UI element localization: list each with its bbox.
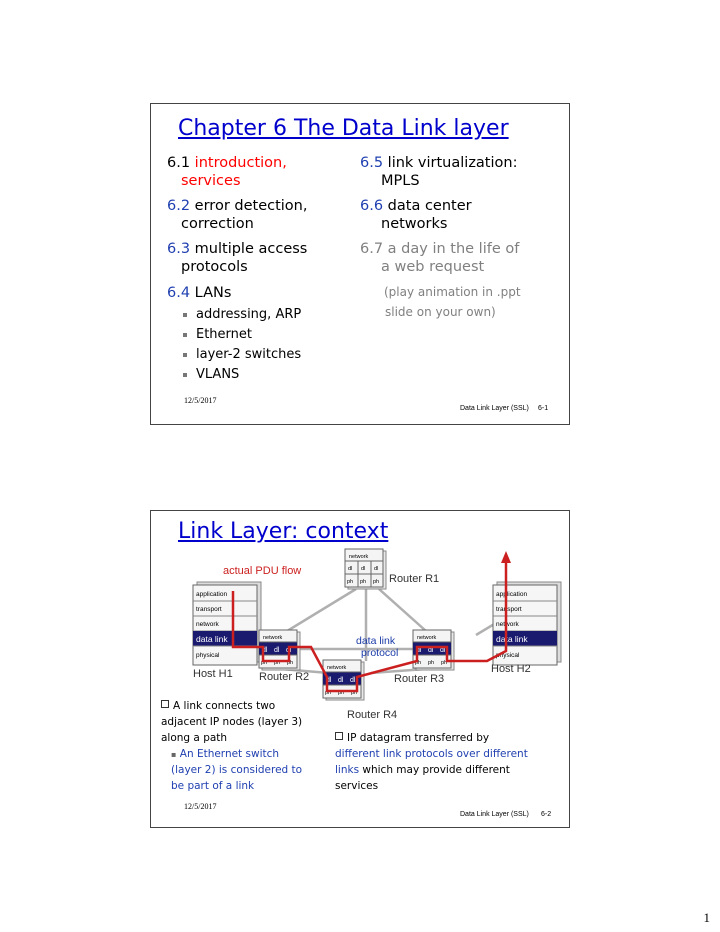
- link-layer-diagram: [151, 511, 569, 721]
- dl-protocol-label-1: data link: [356, 635, 396, 647]
- router-r3-label: Router R3: [394, 673, 445, 685]
- r3-dl-label: dl: [428, 647, 434, 654]
- point-1-line-1: A link connects two: [161, 698, 275, 714]
- point-2-line-3: links which may provide different: [335, 764, 510, 776]
- animation-note-2: slide on your own): [385, 305, 496, 319]
- r1-dl-label: dl: [361, 566, 366, 572]
- r4-dl-label: dl: [350, 677, 356, 684]
- toc-item-6-7: 6.7 a day in the life of: [360, 241, 520, 257]
- toc-item-6-3: 6.3 multiple access: [167, 241, 308, 257]
- slide-2-date: 12/5/2017: [184, 802, 217, 811]
- r4-ph-label: ph: [338, 690, 345, 696]
- router-r4-label: Router R4: [347, 709, 398, 721]
- toc-item-6-2: 6.2 error detection,: [167, 198, 308, 214]
- slide-1: [150, 103, 570, 425]
- r2-ph-label: ph: [274, 660, 281, 666]
- toc-item-6-5: 6.5 link virtualization:: [360, 155, 518, 171]
- slide-2-footer: Data Link Layer (SSL): [460, 811, 529, 818]
- r1-dl-label: dl: [348, 566, 353, 572]
- toc-item-6-7-cont: a web request: [381, 259, 485, 275]
- animation-note-1: (play animation in .ppt: [384, 285, 521, 299]
- host-h2: [491, 582, 561, 675]
- h1-transport-label: transport: [196, 606, 222, 613]
- slide-2-title: Link Layer: context: [178, 519, 389, 544]
- toc-item-6-2-cont: correction: [181, 216, 254, 232]
- r3-network-label: network: [417, 635, 437, 641]
- r4-dl-label: dl: [338, 677, 344, 684]
- sub-point-line-3: be part of a link: [171, 780, 255, 792]
- r3-ph-label: ph: [441, 660, 448, 666]
- h2-transport-label: transport: [496, 606, 522, 613]
- router-r1: [345, 549, 439, 589]
- toc-item-6-5-cont: MPLS: [381, 173, 420, 189]
- router-r1-label: Router R1: [389, 573, 440, 585]
- r2-ph-label: ph: [287, 660, 294, 666]
- r1-ph-label: ph: [360, 579, 367, 585]
- point-2-line-4: services: [335, 780, 379, 792]
- r2-dl-label: dl: [262, 647, 268, 654]
- router-r2: [259, 630, 309, 683]
- r2-ph-label: ph: [261, 660, 268, 666]
- slide-1-footer: Data Link Layer (SSL): [460, 405, 529, 412]
- sub-point-line-2: (layer 2) is considered to: [171, 764, 303, 776]
- pdu-flow-label: actual PDU flow: [223, 565, 302, 577]
- slide-2: [150, 510, 570, 828]
- r3-dl-label: dl: [416, 647, 422, 654]
- bullet-addressing: addressing, ARP: [196, 307, 302, 322]
- sub-point-line-1: ▪ An Ethernet switch: [171, 748, 280, 760]
- r1-network-label: network: [349, 554, 369, 560]
- toc-item-6-6-cont: networks: [381, 216, 448, 232]
- toc-item-6-6: 6.6 data center: [360, 198, 472, 214]
- router-r3: [394, 630, 454, 685]
- bullet-icon: [183, 373, 187, 377]
- r4-dl-label: dl: [326, 677, 332, 684]
- bullet-vlans: VLANS: [196, 367, 240, 382]
- point-1-line-3: along a path: [161, 732, 228, 744]
- checkbox-bullet-icon: [161, 700, 169, 708]
- toc-item-6-1: 6.1 introduction,: [167, 155, 287, 171]
- r1-ph-label: ph: [373, 579, 380, 585]
- slide-1-date: 12/5/2017: [184, 396, 217, 405]
- dl-protocol-label-2: protocol: [361, 647, 399, 659]
- point-2-line-2: different link protocols over different: [335, 748, 528, 760]
- h2-application-label: application: [496, 591, 528, 598]
- slide-1-title: Chapter 6 The Data Link layer: [178, 116, 509, 141]
- h1-network-label: network: [196, 621, 219, 628]
- router-r2-label: Router R2: [259, 671, 310, 683]
- host-h1-label: Host H1: [193, 668, 233, 680]
- bullet-icon: [183, 353, 187, 357]
- host-h2-label: Host H2: [491, 663, 531, 675]
- r2-network-label: network: [263, 635, 283, 641]
- bullet-icon: [183, 313, 187, 317]
- r2-dl-label: dl: [286, 647, 292, 654]
- toc-item-6-1-cont: services: [181, 173, 241, 189]
- r4-network-label: network: [327, 665, 347, 671]
- bullet-switches: layer-2 switches: [196, 347, 302, 362]
- checkbox-bullet-icon: [335, 732, 343, 740]
- h1-datalink-label: data link: [196, 634, 228, 644]
- toc-item-6-4: 6.4 LANs: [167, 285, 232, 301]
- r4-ph-label: ph: [325, 690, 332, 696]
- pdu-flow-arrow-icon: [501, 551, 511, 563]
- h1-physical-label: physical: [196, 652, 220, 659]
- r3-ph-label: ph: [415, 660, 422, 666]
- slide-2-page: 6-2: [541, 811, 552, 818]
- r1-ph-label: ph: [347, 579, 354, 585]
- bullet-ethernet: Ethernet: [196, 327, 252, 342]
- r3-ph-label: ph: [428, 660, 435, 666]
- r4-ph-label: ph: [351, 690, 358, 696]
- r2-dl-label: dl: [274, 647, 280, 654]
- h2-physical-label: physical: [496, 652, 520, 659]
- h2-network-label: network: [496, 621, 519, 628]
- bullet-icon: [183, 333, 187, 337]
- r1-dl-label: dl: [374, 566, 379, 572]
- h1-application-label: application: [196, 591, 228, 598]
- slide-1-page: 6-1: [538, 405, 549, 412]
- host-h1: [193, 582, 261, 680]
- point-2-line-1: IP datagram transferred by: [335, 730, 489, 746]
- toc-item-6-3-cont: protocols: [181, 259, 248, 275]
- h2-datalink-label: data link: [496, 634, 528, 644]
- r3-dl-label: dl: [440, 647, 446, 654]
- page-number: 1: [703, 910, 710, 925]
- point-1-line-2: adjacent IP nodes (layer 3): [161, 716, 303, 728]
